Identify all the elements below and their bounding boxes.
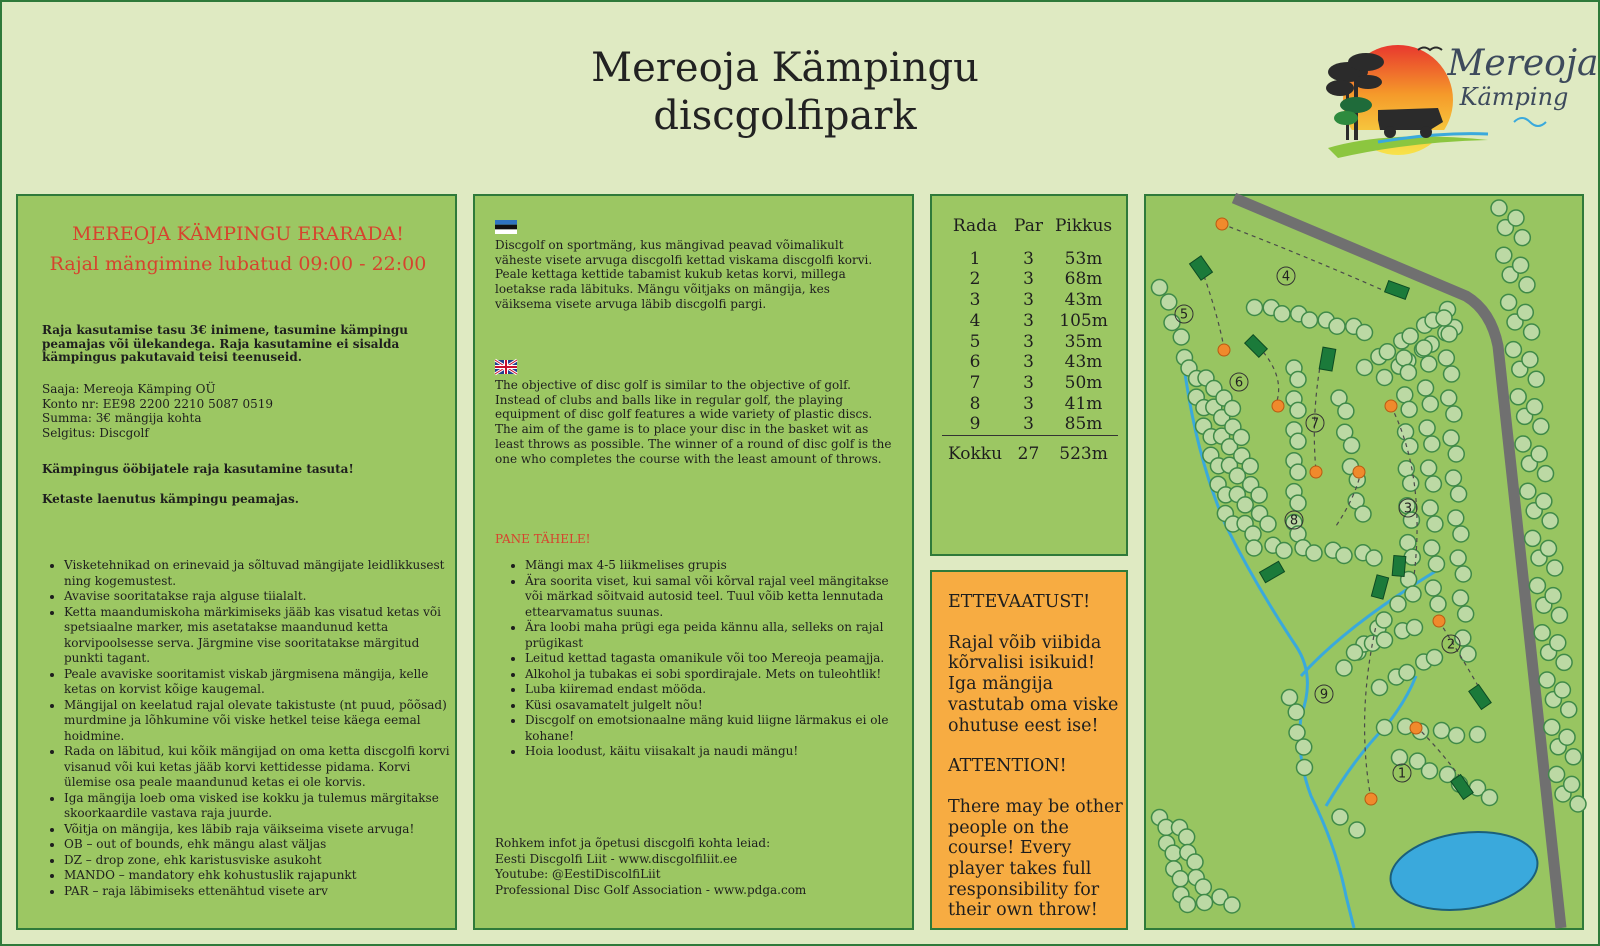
hole-number: 5 [969,331,981,352]
disc-rental-text: Ketaste laenutus kämpingu peamajas. [42,492,299,506]
tree-icon [1392,750,1408,766]
tree-icon [1544,719,1560,735]
tree-icon [1290,371,1306,387]
rules-list [40,558,454,899]
tree-icon [1427,650,1443,666]
tree-icon [1355,506,1371,522]
table-row [942,394,1118,415]
list-item: • OB – out of bounds, ehk mängu alast väljas [64,837,454,853]
payment-account: Konto nr: EE98 2200 2210 5087 0519 [42,396,273,411]
tree-icon [1421,356,1437,372]
tree-icon [1547,560,1563,576]
tree-icon [1290,495,1306,511]
payment-details [42,382,422,440]
hole-number: 7 [969,372,981,393]
estonian-flag-icon [495,220,517,234]
tree-icon [1399,665,1415,681]
tree-icon [1401,401,1417,417]
hole-label-4 [1277,267,1295,285]
list-item: • Rada on läbitud, kui kõik mängijad on oma ketta discgolfi korvi visanud või kui ketas jääb korvi kettidesse pidama. Korvi ülemise osa peale maandunud ketas ei ole korvis. [64,744,454,791]
tree-icon [1460,646,1476,662]
fee-text: Raja kasutamise tasu 3€ inimene, tasumine kämpingu peamajas või ülekandega. Raja kasutamine ei sisalda kämpingus pakutavaid teisi teenuseid. [42,323,408,364]
tree-icon [1357,325,1373,341]
logo-text-2: Kämping [1459,83,1569,111]
tree-icon [1441,326,1457,342]
tree-icon [1448,510,1464,526]
tree-icon [1246,540,1262,556]
tree-icon [1565,749,1581,765]
tree-icon [1559,729,1575,745]
tree-icon [1508,210,1524,226]
tree-icon [1302,312,1318,328]
tree-icon [1242,458,1258,474]
tree-icon [1446,406,1462,422]
tree-icon [1402,328,1418,344]
hole-number-text: 9 [1319,687,1329,703]
hole-length: 43m [1064,352,1103,373]
tree-icon [1422,396,1438,412]
tree-icon [1400,535,1416,551]
list-item: • DZ – drop zone, ehk karistusviske asukoht [64,853,454,869]
hole-par: 3 [1023,352,1034,373]
tree-icon [1332,809,1348,825]
tree-icon [1396,350,1412,366]
tree-icon [1349,822,1365,838]
table-row [942,414,1118,435]
tree-icon [1539,672,1555,688]
tree-icon [1505,342,1521,358]
tree-icon [1377,720,1393,736]
tree-icon [1556,654,1572,670]
tree-icon [1233,429,1249,445]
tree-icon [1564,776,1580,792]
tree-icon [1338,403,1354,419]
hole-length: 68m [1064,269,1103,290]
hole-number-text: 6 [1234,375,1244,391]
tree-icon [1542,513,1558,529]
tree-icon [1172,871,1188,887]
tree-icon [1422,500,1438,516]
tree-icon [1173,329,1189,345]
tree-icon [1390,596,1406,612]
tree-icon [1416,340,1432,356]
table-row [942,249,1118,270]
tree-icon [1289,725,1305,741]
tree-icon [1551,607,1567,623]
tree-icon [1418,380,1434,396]
private-course-heading: MEREOJA KÄMPINGU ERARADA! [72,223,404,245]
tree-icon [1164,315,1180,331]
list-item: • PAR – raja läbimiseks ettenähtud visete arv [64,884,454,900]
tree-icon [1513,257,1529,273]
tree-icon [1336,548,1352,564]
total-row [942,444,1118,465]
rules-panel [16,194,457,930]
tree-icon [1540,540,1556,556]
hole-length: 41m [1064,393,1103,414]
warning-text-et: Rajal võib viibida kõrvalisi isikuid! Iga mängija vastutab oma viske ohutuse eest ise! [948,632,1119,736]
hole-number: 1 [969,248,981,269]
total-label: Kokku [948,444,1003,465]
tree-icon [1179,829,1195,845]
tree-icon [1379,344,1395,360]
tree-icon [1519,277,1535,293]
info-link-youtube: Youtube: @EestiDiscolfiLiit [495,867,661,881]
hole-par: 3 [1023,414,1034,435]
tree-icon [1224,897,1240,913]
tree-icon [1453,526,1469,542]
tree-icon [1528,371,1544,387]
table-row [942,269,1118,290]
hole-number: 3 [969,290,981,311]
tree-icon [1400,364,1416,380]
tree-icon [1237,497,1253,513]
list-item: • Küsi osavamatelt julgelt nõu! [525,698,895,714]
tree-icon [1260,516,1276,532]
tree-icon [1344,437,1360,453]
tree-icon [1377,632,1393,648]
total-length: 523m [1059,444,1108,465]
tree-icon [1501,294,1517,310]
warning-title-et: ETTEVAATUST! [948,592,1091,612]
tree-icon [1251,487,1267,503]
tree-icon [1306,545,1322,561]
hole-length: 85m [1064,414,1103,435]
tree-icon [1424,436,1440,452]
list-item: • Ketta maandumiskoha märkimiseks jääb kas visatud ketas või spetsiaalne marker, mis asetatakse maandunud ketta korvipoolsesse serva. Järgmine vise sooritatakse märgitud punkti tagant. [64,605,454,667]
tree-icon [1224,400,1240,416]
tree-icon [1297,760,1313,776]
tree-icon [1491,200,1507,216]
hole-number: 6 [969,352,981,373]
uk-flag-icon [495,360,517,374]
table-row [942,332,1118,353]
hole-par: 3 [1023,310,1034,331]
list-item: • Visketehnikad on erinevaid ja sõltuvad mängijate leidlikkusest ning kogemustest. [64,558,454,589]
tree-icon [1536,493,1552,509]
tree-icon [1514,230,1530,246]
page-title [560,44,1010,140]
tree-icon [1424,540,1440,556]
course-map-graphic [1146,196,1582,928]
hole-label-1 [1393,764,1411,782]
tree-icon [1276,543,1292,559]
list-item: • Alkohol ja tubakas ei sobi spordirajale. Mets on tuleohtlik! [525,667,895,683]
hole-number: 8 [969,393,981,414]
tree-icon [1329,318,1345,334]
tree-icon [1290,464,1306,480]
course-map [1144,194,1584,930]
hole-par: 3 [1023,269,1034,290]
payment-description: Selgitus: Discgolf [42,425,149,440]
tree-icon [1357,360,1373,376]
warning-content [948,592,1123,921]
tree-icon [1347,645,1363,661]
pond [1385,823,1542,919]
tree-icon [1496,247,1512,263]
tree-icon [1165,845,1181,861]
table-row [942,352,1118,373]
tree-icon [1398,424,1414,440]
hole-number: 9 [969,414,981,435]
tree-icon [1197,895,1213,911]
tree-icon [1554,682,1570,698]
tree-icon [1419,420,1435,436]
tree-icon [1550,635,1566,651]
tree-icon [1425,476,1441,492]
tree-icon [1403,475,1419,491]
tree-icon [1436,310,1452,326]
tree-icon [1195,879,1211,895]
tree-icon [1445,470,1461,486]
tree-icon [1538,466,1554,482]
opening-hours: Rajal mängimine lubatud 09:00 - 22:00 [49,253,427,275]
more-info-intro: Rohkem infot ja õpetusi discgolfi kohta leiad: [495,836,771,850]
hole-number: 4 [969,310,981,331]
more-info [495,836,895,898]
list-item: • Võitja on mängija, kes läbib raja väikseima visete arvuga! [64,822,454,838]
tree-icon [1531,446,1547,462]
tree-icon [1274,306,1290,322]
tree-icon [1517,304,1533,320]
list-item: • Iga mängija loeb oma visked ise kokku ja tulemus märgitakse skoorkaardile vastava raja juurde. [64,791,454,822]
list-item: • MANDO – mandatory ehk kohustuslik rajapunkt [64,868,454,884]
tree-icon [1247,300,1263,316]
table-row [942,311,1118,332]
hole-par: 3 [1023,393,1034,414]
tree-icon [1366,550,1382,566]
tree-icon [1288,704,1304,720]
tree-icon [1336,660,1352,676]
tree-icon [1449,728,1465,744]
hole-par: 3 [1023,331,1034,352]
hole-number-text: 5 [1179,307,1189,323]
tree-icon [1510,389,1526,405]
mereoja-logo [1318,30,1599,165]
tree-icon [1376,612,1392,628]
column-header-hole: Rada [952,216,998,236]
tree-icon [1561,702,1577,718]
hole-number-text: 2 [1446,637,1456,653]
tree-icon [1438,350,1454,366]
tree-icon [1458,606,1474,622]
scorecard-panel [930,194,1128,556]
tree-icon [1444,366,1460,382]
info-link-discgolfiliit: Eesti Discgolfi Liit - www.discgolfiliit.ee [495,851,738,866]
column-header-par: Par [1014,216,1043,236]
hole-number: 2 [969,269,981,290]
tree-icon [1529,578,1545,594]
hole-label-7 [1306,414,1324,432]
tree-icon [1522,352,1538,368]
tree-icon [1402,438,1418,454]
tree-icon [1534,625,1550,641]
free-for-campers: Kämpingus ööbijatele raja kasutamine tasuta! [42,462,354,476]
tree-icon [1470,727,1486,743]
hole-label-6 [1230,373,1248,391]
hole-number-text: 7 [1310,416,1320,432]
tree-icon [1525,530,1541,546]
hole-length: 50m [1064,372,1103,393]
tree-icon [1282,690,1298,706]
hole-number-text: 3 [1403,501,1413,517]
tree-icon [1290,402,1306,418]
warning-text-en: There may be other people on the course! Every player takes full responsibility for their own throw! [948,796,1123,921]
hole-number-text: 8 [1289,513,1299,529]
tree-icon [1448,446,1464,462]
tree-icon [1452,590,1468,606]
list-item: • Discgolf on emotsionaalne mäng kuid liigne lärmakus ei ole kohane! [525,713,895,744]
payment-amount: Summa: 3€ mängija kohta [42,411,202,425]
list-item: • Leitud kettad tagasta omanikule või too Mereoja peamajja. [525,651,895,667]
title-line-1: Mereoja Kämpingu [591,45,979,91]
tree-icon [1515,436,1531,452]
warning-title-en: ATTENTION! [948,756,1067,777]
list-item: • Mängi max 4-5 liikmelises grupis [525,558,895,574]
column-header-length: Pikkus [1054,216,1113,236]
hole-length: 43m [1064,290,1103,311]
list-item: • Luba kiiremad endast mööda. [525,682,895,698]
tree-icon [1570,796,1586,812]
tree-icon [1450,550,1466,566]
english-description: The objective of disc golf is similar to the objective of golf. Instead of clubs and balls like in regular golf, the playing equipment of disc golf features a wide variety of plastic discs. The aim of the game is to place your disc in the basket wit as least throws as possible. The winner of a round of disc golf is the one who completes the course with the least amount of throws. [495,378,892,466]
notice-heading: PANE TÄHELE! [495,532,591,546]
tree-icon [1428,556,1444,572]
list-item: • Hoia loodust, käitu viisakalt ja naudi mängu! [525,744,895,760]
tree-icon [1427,516,1443,532]
tree-icon [1180,897,1196,913]
list-item: • Ära soorita viset, kui samal või kõrval rajal veel mängitakse või märkad sõitvaid autosid teel. Tuul võib ketta lennutada ettearvamatus suunas. [525,574,895,621]
tree-icon [1421,460,1437,476]
payment-recipient: Saaja: Mereoja Kämping OÜ [42,382,216,396]
tree-icon [1372,680,1388,696]
hole-label-9 [1315,685,1333,703]
tree-icon [1455,566,1471,582]
list-item: • Ära loobi maha prügi ega peida kännu alla, selleks on rajal prügikast [525,620,895,651]
tree-icon [1290,433,1306,449]
tree-icon [1397,387,1413,403]
hole-par: 3 [1023,248,1034,269]
tree-icon [1441,390,1457,406]
tree-icon [1405,586,1421,602]
table-row [942,290,1118,311]
list-item: • Peale avaviske sooritamist viskab järgmisena mängija, kelle ketas on korvist kõige kaugemal. [64,667,454,698]
tree-icon [1187,854,1203,870]
tree-icon [1443,430,1459,446]
tree-icon [1434,723,1450,739]
tree-icon [1407,620,1423,636]
table-row [942,373,1118,394]
hole-par: 3 [1023,290,1034,311]
notice-list [501,558,895,760]
info-panel [473,194,914,930]
logo-graphic [1318,30,1599,165]
tree-icon [1545,588,1561,604]
tree-icon [1533,418,1549,434]
tree-icon [1422,763,1438,779]
list-item: • Mängijal on keelatud rajal olevate takistuste (nt puud, põõsad) murdmine ja lõhkumine või viske hetkel teise käega eemal hoidmine. [64,698,454,745]
info-link-pdga: Professional Disc Golf Association - www.pdga.com [495,882,807,897]
tree-icon [1520,483,1536,499]
title-line-2: discgolfipark [653,93,917,139]
tree-icon [1549,766,1565,782]
hole-number-text: 1 [1397,766,1407,782]
tree-icon [1527,399,1543,415]
tree-icon [1451,486,1467,502]
list-item: • Avavise sooritatakse raja alguse tiialalt. [64,589,454,605]
tree-icon [1524,324,1540,340]
tree-icon [1404,549,1420,565]
tree-icon [1161,294,1177,310]
hole-par: 3 [1023,372,1034,393]
tree-icon [1425,580,1441,596]
hole-length: 105m [1059,310,1108,331]
warning-panel [930,570,1128,930]
tree-icon [1482,790,1498,806]
scorecard-table [942,216,1118,465]
hole-length: 35m [1064,331,1103,352]
tree-icon [1296,739,1312,755]
tree-icon [1377,370,1393,386]
logo-text-1: Mereoja [1447,43,1599,84]
hole-length: 53m [1064,248,1103,269]
tree-icon [1430,596,1446,612]
estonian-description: Discgolf on sportmäng, kus mängivad peavad võimalikult väheste visete arvuga discgolfi kettad viskama discgolfi korvi. Peale kettaga kettide tabamist kukub ketas korvi, millega loetakse rada läbituks. Mängu võitjaks on mängija, kes väiksema visete arvuga läbib discgolfi pargi. [495,238,873,311]
hole-label-5 [1175,305,1193,323]
scorecard-header-row [942,216,1118,237]
total-par: 27 [1017,444,1040,465]
tree-icon [1152,280,1168,296]
hole-number-text: 4 [1281,269,1291,285]
